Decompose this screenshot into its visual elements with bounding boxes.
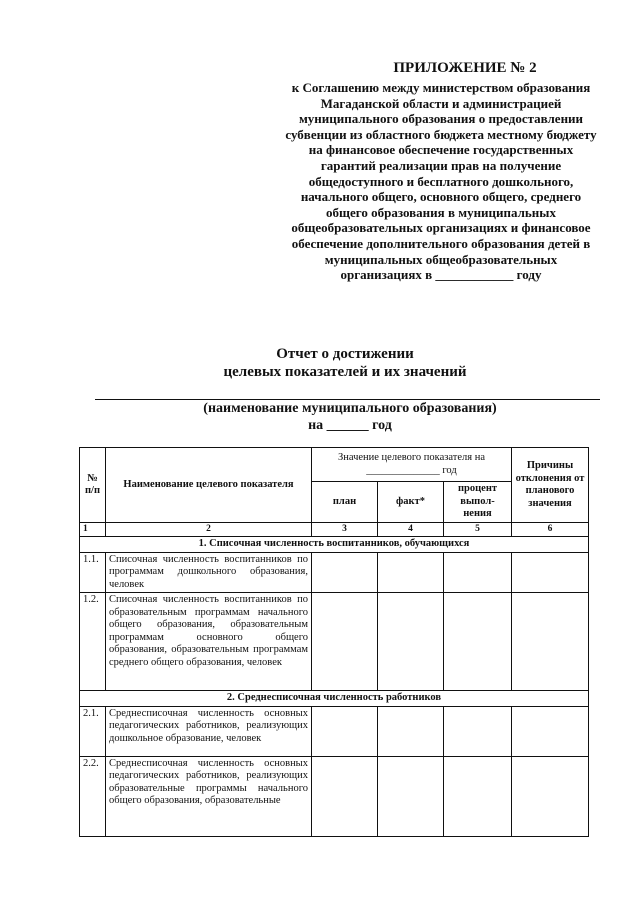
header-value-group: Значение целевого показателя на ______________ год	[312, 448, 512, 482]
percent-cell[interactable]	[444, 552, 512, 593]
header-percent: процент выпол-нения	[444, 482, 512, 523]
column-number-row	[80, 523, 589, 537]
column-number: 2	[106, 523, 312, 537]
municipality-blank-line	[95, 399, 600, 400]
header-plan: план	[312, 482, 378, 523]
plan-cell[interactable]	[312, 552, 378, 593]
reason-cell[interactable]	[512, 552, 589, 593]
report-title-line-2: целевых показателей и их значений	[223, 364, 467, 380]
column-number: 6	[512, 523, 589, 537]
plan-cell[interactable]	[312, 756, 378, 836]
appendix-title: ПРИЛОЖЕНИЕ № 2	[393, 60, 537, 76]
column-number: 4	[378, 523, 444, 537]
indicator-name: Среднесписочная численность основных педагогических работников, реализующих дошкольное образование, человек	[106, 706, 312, 756]
section-title: 2. Среднесписочная численность работников	[80, 691, 589, 707]
table-row	[80, 706, 589, 756]
column-number: 5	[444, 523, 512, 537]
percent-cell[interactable]	[444, 706, 512, 756]
indicator-name: Среднесписочная численность основных педагогических работников, реализующих образовательные программы начального общего образования, образовательные	[106, 756, 312, 836]
reason-cell[interactable]	[512, 593, 589, 691]
indicators-table	[79, 447, 589, 837]
header-fact: факт*	[378, 482, 444, 523]
row-number: 2.1.	[80, 706, 106, 756]
table-row	[80, 756, 589, 836]
reason-cell[interactable]	[512, 756, 589, 836]
fact-cell[interactable]	[378, 593, 444, 691]
percent-cell[interactable]	[444, 756, 512, 836]
section-row	[80, 691, 589, 707]
table-header-row	[80, 448, 589, 482]
percent-cell[interactable]	[444, 593, 512, 691]
report-title-line-1: Отчет о достижении	[276, 346, 414, 362]
header-indicator-name: Наименование целевого показателя	[106, 448, 312, 523]
row-number: 2.2.	[80, 756, 106, 836]
indicator-name: Списочная численность воспитанников по образовательным программам начального общего образования, образовательным программам основного общего образования, образовательным программам среднего общего образования, человек	[106, 593, 312, 691]
header-num: № п/п	[80, 448, 106, 523]
column-number: 1	[80, 523, 106, 537]
reason-cell[interactable]	[512, 706, 589, 756]
section-row	[80, 537, 589, 553]
indicator-name: Списочная численность воспитанников по программам дошкольного образования, человек	[106, 552, 312, 593]
fact-cell[interactable]	[378, 552, 444, 593]
fact-cell[interactable]	[378, 756, 444, 836]
table-row	[80, 552, 589, 593]
report-title	[180, 345, 510, 381]
plan-cell[interactable]	[312, 706, 378, 756]
section-title: 1. Списочная численность воспитанников, обучающихся	[80, 537, 589, 553]
municipality-caption: (наименование муниципального образования)	[203, 401, 497, 416]
table-row	[80, 593, 589, 691]
row-number: 1.2.	[80, 593, 106, 691]
plan-cell[interactable]	[312, 593, 378, 691]
row-number: 1.1.	[80, 552, 106, 593]
header-reasons: Причины отклонения от планового значения	[512, 448, 589, 523]
appendix-body: к Соглашению между министерством образования Магаданской области и администрацией муниципального образования о предоставлении субвенции из областного бюджета местному бюджету на финансовое обеспечение государственных гарантий реализации прав на получение общедоступного и бесплатного дошкольного, начального общего, основного общего, среднего общего образования в муниципальных общеобразовательных организациях и финансовое обеспечение дополнительного образования детей в муниципальных общеобразовательных организациях в ____________ году	[285, 80, 597, 283]
fact-cell[interactable]	[378, 706, 444, 756]
column-number: 3	[312, 523, 378, 537]
report-year-line: на ______ год	[308, 418, 392, 433]
